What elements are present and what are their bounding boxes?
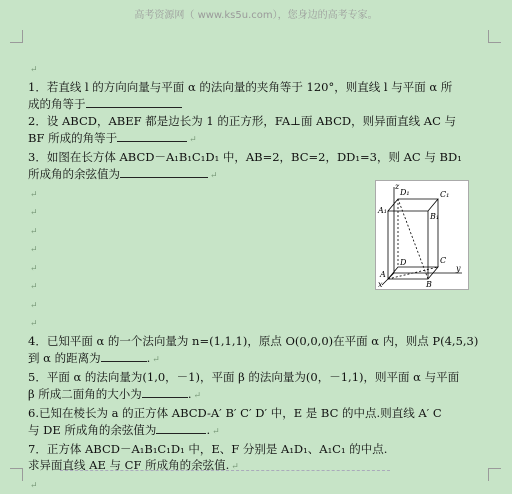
page-bottom-dashes [60,470,390,471]
q1-line1: 1．若直线 l 的方向向量与平面 α 的法向量的夹角等于 120°，则直线 l 与平面 α 所 [28,79,498,96]
answer-blank [156,421,206,434]
corner-mark-top-right [488,30,501,43]
label-x: x [378,280,383,289]
label-z: z [394,182,400,191]
label-A1: A₁ [377,206,387,215]
q6-line1: 6.已知在棱长为 a 的正方体 ABCD-A′ B′ C′ D′ 中，E 是 BC 的中点.则直线 A′ C [28,405,498,422]
label-C: C [440,256,446,265]
answer-blank [86,95,182,108]
label-y: y [455,264,461,273]
figure-space: ↵ ↵ ↵ ↵ ↵ ↵ ↵ ↵ [28,185,498,333]
label-D: D [399,258,407,267]
label-D1: D₁ [399,188,410,197]
q4-line2: 到 α 的距离为 . ↵ [28,349,498,369]
answer-blank [117,129,187,142]
q2-line2: BF 所成的角等于 ↵ [28,129,498,149]
q7-line2: 求异面直线 AE 与 CF 所成角的余弦值. ↵ [28,457,498,476]
empty-paragraph: ↵ [28,476,498,494]
label-B: B [425,280,432,289]
cuboid-diagram [376,181,468,289]
q3-line1: 3．如图在长方体 ABCD－A₁B₁C₁D₁ 中，AB=2，BC=2，DD₁=3，则 AC 与 BD₁ [28,149,498,166]
q3-line2: 所成角的余弦值为 ↵ [28,165,498,185]
cuboid-figure [375,180,469,290]
top-face [388,199,438,211]
answer-blank [101,349,147,362]
label-B1: B₁ [429,212,439,221]
label-A: A [379,270,386,279]
label-C1: C₁ [440,190,449,199]
corner-mark-top-left [10,30,23,43]
q2-line1: 2．设 ABCD，ABEF 都是边长为 1 的正方形，FA⊥面 ABCD，则异面直线 AC 与 [28,113,498,130]
q1-line2: 成的角等于 [28,95,498,113]
answer-blank [142,385,188,398]
q5-line1: 5．平面 α 的法向量为(1,0，－1)，平面 β 的法向量为(0，－1,1)，则平面 α 与平面 [28,369,498,386]
q7-line1: 7．正方体 ABCD－A₁B₁C₁D₁ 中，E、F 分别是 A₁D₁、A₁C₁ 的中点. [28,441,498,458]
corner-mark-bottom-left [10,468,23,481]
q4-line1: 4．已知平面 α 的一个法向量为 n=(1,1,1)，原点 O(0,0,0)在平面 α 内，则点 P(4,5,3) [28,333,498,350]
q6-line2: 与 DE 所成角的余弦值为 . ↵ [28,421,498,441]
page-header: 高考资源网（ www.ks5u.com），您身边的高考专家。 [0,6,512,21]
q5-line2: β 所成二面角的大小为 . ↵ [28,385,498,405]
empty-paragraph: ↵ [28,60,498,79]
answer-blank [120,165,208,178]
